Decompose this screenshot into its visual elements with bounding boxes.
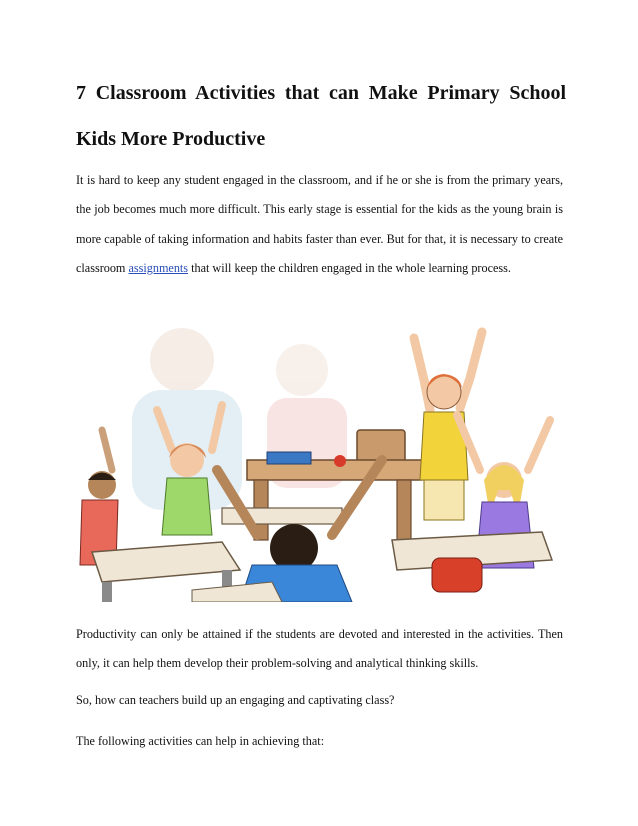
productivity-paragraph: Productivity can only be attained if the students are devoted and interested in the activities. Then only, it can help them develop their problem-solving and analytical thinking skills. [76, 627, 563, 671]
classroom-illustration [72, 320, 567, 602]
article-title: 7 Classroom Activities that can Make Primary School Kids More Productive [76, 82, 566, 150]
question-paragraph: So, how can teachers build up an engaging and captivating class? [76, 693, 395, 707]
intro-paragraph [76, 166, 563, 284]
intro-text-end: that will keep the children engaged in the whole learning process. [188, 261, 511, 276]
activities-intro-paragraph: The following activities can help in achieving that: [76, 734, 325, 748]
assignments-link[interactable]: assignments [128, 261, 189, 276]
intro-text-start: It is hard to keep any student engaged in the classroom, and if he or she is from the primary years, the job becomes much more difficult. This early stage is essential for the kids as the young brain is more capable of taking information and habits faster than ever. But for that, it is necessary to create classroom [76, 173, 563, 276]
